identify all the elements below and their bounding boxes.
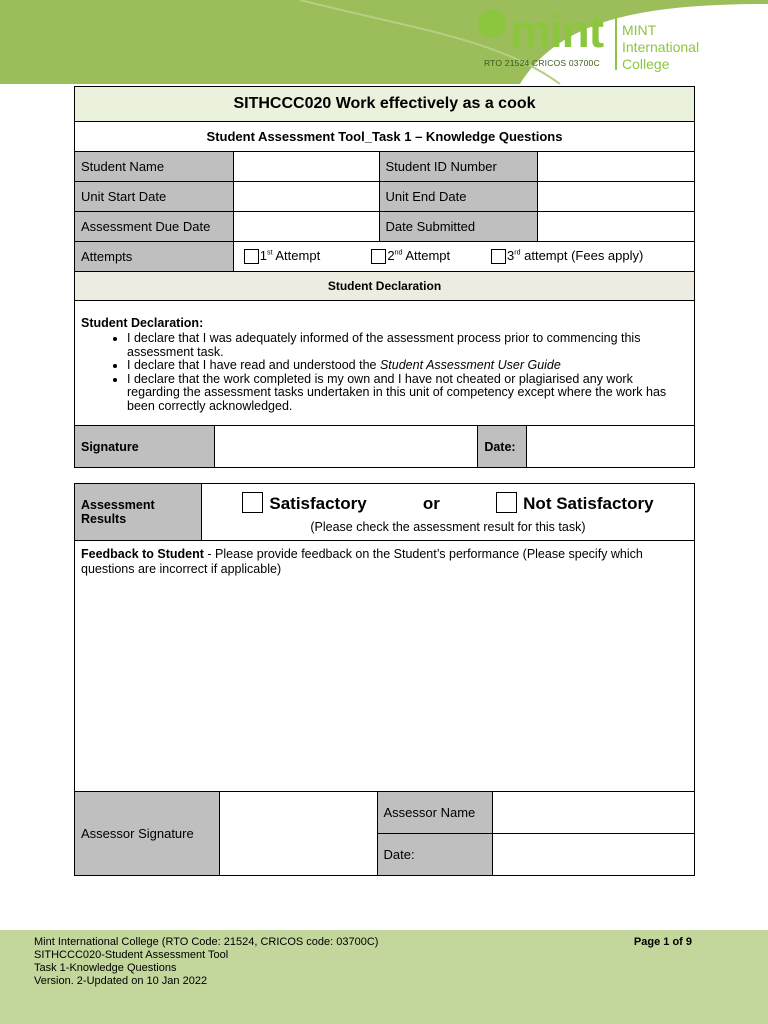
assessment-results-label: Assessment Results: [75, 484, 202, 541]
signature-date-field[interactable]: [527, 426, 695, 468]
unit-end-label: Unit End Date: [379, 182, 538, 212]
footer-text: Mint International College (RTO Code: 21524, CRICOS code: 03700C) SITHCCC020-Student Assessment Tool Task 1-Knowledge Questions Version. 2-Updated on 10 Jan 2022: [34, 936, 379, 987]
attempt-3-option[interactable]: 3rd attempt (Fees apply): [491, 248, 643, 263]
unit-end-field[interactable]: [538, 182, 695, 212]
result-instruction: (Please check the assessment result for this task): [310, 520, 586, 534]
attempt-1-checkbox[interactable]: [244, 249, 259, 264]
student-id-field[interactable]: [538, 152, 695, 182]
signature-date-label: Date:: [478, 426, 527, 468]
attempts-options: [233, 242, 694, 272]
declaration-item-1: • I declare that I was adequately informed of the assessment process prior to commencing this assessment task.: [127, 332, 688, 359]
attempt-1-option[interactable]: 1st Attempt: [244, 248, 368, 264]
logo-rto-text: RTO 21524 CRICOS 03700C: [484, 58, 600, 68]
logo-wordmark: mint: [510, 5, 604, 57]
declaration-list: [81, 332, 688, 413]
assessment-results-options: [201, 484, 694, 541]
unit-start-field[interactable]: [233, 182, 379, 212]
logo-divider: [615, 18, 617, 70]
date-submitted-label: Date Submitted: [379, 212, 538, 242]
due-date-label: Assessment Due Date: [75, 212, 234, 242]
satisfactory-option[interactable]: Satisfactory: [242, 494, 371, 513]
page-number: Page 1 of 9: [633, 936, 692, 948]
attempt-3-checkbox[interactable]: [491, 249, 506, 264]
satisfactory-checkbox[interactable]: [242, 492, 263, 513]
attempt-2-checkbox[interactable]: [371, 249, 386, 264]
declaration-section-header: Student Declaration: [75, 272, 695, 301]
signature-label: Signature: [75, 426, 215, 468]
student-name-field[interactable]: [233, 152, 379, 182]
not-satisfactory-checkbox[interactable]: [496, 492, 517, 513]
attempts-label: Attempts: [75, 242, 234, 272]
or-text: or: [422, 493, 440, 513]
assessor-signature-label: Assessor Signature: [75, 792, 220, 876]
declaration-body: [75, 301, 695, 426]
declaration-item-3: • I declare that the work completed is my own and I have not cheated or plagiarised any work regarding the assessment tasks undertaken in this unit of competency except where the work has been correctly acknowledged.: [127, 373, 688, 414]
date-submitted-field[interactable]: [538, 212, 695, 242]
assessor-name-field[interactable]: [493, 792, 695, 834]
attempt-2-option[interactable]: 2nd Attempt: [371, 248, 487, 264]
signature-field[interactable]: [214, 426, 477, 468]
student-info-table: [74, 86, 695, 426]
page-title: SITHCCC020 Work effectively as a cook: [75, 87, 695, 122]
feedback-instruction: - Please provide feedback on the Student’s performance (Please specify which questions are incorrect if applicable): [81, 547, 643, 576]
student-name-label: Student Name: [75, 152, 234, 182]
assessor-date-field[interactable]: [493, 834, 695, 876]
logo-college-name: MINT International College: [622, 22, 700, 72]
feedback-heading: Feedback to Student: [81, 547, 204, 561]
declaration-heading: Student Declaration:: [81, 316, 204, 330]
signature-table: [74, 425, 695, 468]
assessment-results-table: [74, 483, 695, 876]
unit-start-label: Unit Start Date: [75, 182, 234, 212]
assessor-signature-field[interactable]: [219, 792, 377, 876]
logo-mark-icon: [478, 10, 506, 38]
assessor-date-label: Date:: [377, 834, 493, 876]
page-footer: [0, 930, 768, 1024]
college-logo: [478, 5, 718, 74]
not-satisfactory-option[interactable]: Not Satisfactory: [496, 494, 653, 513]
student-id-label: Student ID Number: [379, 152, 538, 182]
feedback-box[interactable]: [75, 541, 695, 792]
page-subtitle: Student Assessment Tool_Task 1 – Knowledge Questions: [75, 122, 695, 152]
assessor-name-label: Assessor Name: [377, 792, 493, 834]
due-date-field[interactable]: [233, 212, 379, 242]
declaration-item-2: • I declare that I have read and understood the Student Assessment User Guide: [127, 359, 688, 373]
